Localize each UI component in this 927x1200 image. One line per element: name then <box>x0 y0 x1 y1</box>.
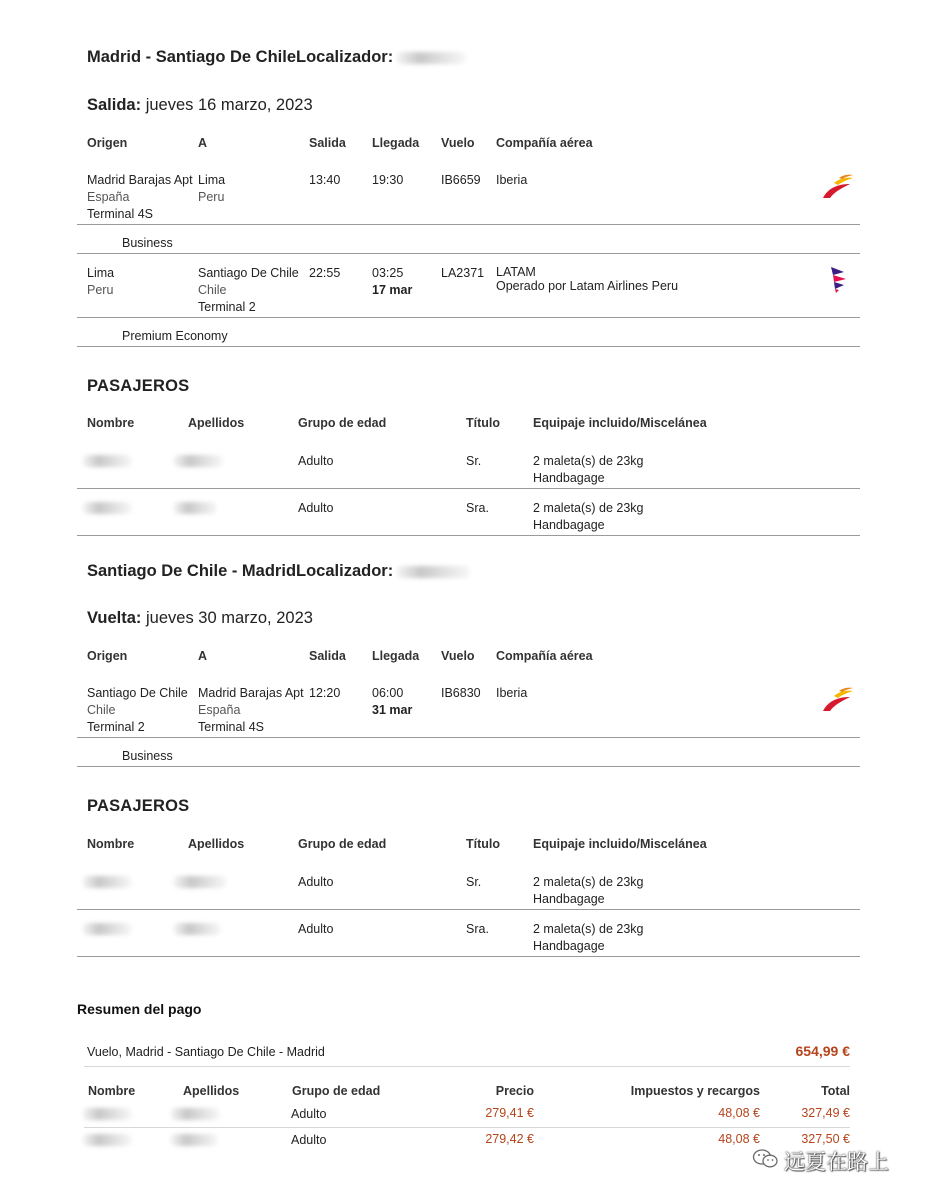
origin-country: Peru <box>87 283 114 297</box>
col-header-origin: Origen <box>87 136 128 150</box>
segment-divider <box>77 737 860 738</box>
origin-country: Chile <box>87 703 116 717</box>
segment-origin <box>87 265 114 299</box>
pax-baggage <box>533 874 643 908</box>
dest-country: Chile <box>198 283 227 297</box>
pax-header-title: Título <box>466 837 501 851</box>
dest-country: España <box>198 703 241 717</box>
segment-divider <box>77 224 860 225</box>
pax-header-name: Nombre <box>87 416 135 430</box>
segment-airline <box>496 265 678 293</box>
segment-cabin: Business <box>122 236 173 250</box>
pax-header-age-group: Grupo de edad <box>298 416 387 430</box>
pay-header-total: Total <box>821 1084 850 1098</box>
payment-divider <box>84 1127 850 1128</box>
baggage-misc: Handbagage <box>533 892 605 906</box>
segment-departure-time: 22:55 <box>309 266 341 280</box>
pax-divider <box>77 956 860 957</box>
col-header-flight: Vuelo <box>441 136 475 150</box>
watermark-text: 远夏在路上 <box>784 1150 889 1174</box>
col-header-origin: Origen <box>87 649 128 663</box>
latam-logo-icon <box>828 264 850 294</box>
segment-departure-time: 12:20 <box>309 686 341 700</box>
pay-total: 327,49 € <box>801 1106 850 1120</box>
pax-age-group: Adulto <box>298 875 334 889</box>
baggage-allowance: 2 maleta(s) de 23kg <box>533 875 644 889</box>
arrival-date: 17 mar <box>372 283 413 297</box>
pax-header-name: Nombre <box>87 837 135 851</box>
dest-terminal: Terminal 4S <box>198 720 264 734</box>
col-header-flight: Vuelo <box>441 649 475 663</box>
pay-header-price: Precio <box>495 1084 534 1098</box>
pay-header-age-group: Grupo de edad <box>292 1084 381 1098</box>
dest-city: Madrid Barajas Apt <box>198 686 304 700</box>
pax-surname-redacted <box>173 502 217 514</box>
segment-destination <box>198 172 225 206</box>
origin-terminal: Terminal 2 <box>87 720 145 734</box>
segment-divider <box>77 253 860 254</box>
outbound-date-value: jueves 16 marzo, 2023 <box>145 96 313 114</box>
iberia-logo-icon <box>820 172 856 200</box>
pax-age-group: Adulto <box>298 454 334 468</box>
payment-item-total: 654,99 € <box>795 1043 850 1059</box>
col-header-destination: A <box>198 136 208 150</box>
pax-age-group: Adulto <box>298 501 334 515</box>
pay-price: 279,42 € <box>485 1132 534 1146</box>
baggage-allowance: 2 maleta(s) de 23kg <box>533 501 644 515</box>
pay-name-redacted <box>82 1108 132 1120</box>
pay-taxes: 48,08 € <box>718 1106 760 1120</box>
col-header-arrival: Llegada <box>372 649 420 663</box>
outbound-locator-redacted <box>396 52 466 64</box>
pax-name-redacted <box>82 455 132 467</box>
col-header-destination: A <box>198 649 208 663</box>
pax-header-surname: Apellidos <box>188 416 245 430</box>
segment-origin <box>87 685 188 736</box>
baggage-misc: Handbagage <box>533 518 605 532</box>
pax-title: Sr. <box>466 454 482 468</box>
arrival-time: 03:25 <box>372 266 404 280</box>
pax-baggage <box>533 921 643 955</box>
pax-name-redacted <box>82 876 132 888</box>
segment-flight-number: IB6830 <box>441 686 481 700</box>
return-date-label: Vuelta: <box>87 609 142 627</box>
baggage-allowance: 2 maleta(s) de 23kg <box>533 922 644 936</box>
col-header-arrival: Llegada <box>372 136 420 150</box>
return-locator-redacted <box>396 566 470 578</box>
segment-destination <box>198 685 304 736</box>
pay-surname-redacted <box>170 1108 220 1120</box>
passengers-title: PASAJEROS <box>87 797 190 815</box>
pax-header-age-group: Grupo de edad <box>298 837 387 851</box>
pay-surname-redacted <box>170 1134 218 1146</box>
baggage-misc: Handbagage <box>533 939 605 953</box>
col-header-departure: Salida <box>309 136 346 150</box>
segment-arrival-time: 19:30 <box>372 173 404 187</box>
segment-destination <box>198 265 299 316</box>
payment-summary-title: Resumen del pago <box>77 1001 202 1017</box>
origin-city: Madrid Barajas Apt <box>87 173 193 187</box>
pax-surname-redacted <box>173 876 227 888</box>
payment-item-label: Vuelo, Madrid - Santiago De Chile - Madrid <box>87 1045 325 1059</box>
pay-age-group: Adulto <box>291 1107 327 1121</box>
segment-airline: Iberia <box>496 173 528 187</box>
pax-header-baggage: Equipaje incluido/Miscelánea <box>533 837 707 851</box>
pay-name-redacted <box>82 1134 132 1146</box>
pax-header-baggage: Equipaje incluido/Miscelánea <box>533 416 707 430</box>
baggage-misc: Handbagage <box>533 471 605 485</box>
pay-age-group: Adulto <box>291 1133 327 1147</box>
segment-divider <box>77 766 860 767</box>
iberia-logo-icon <box>820 685 856 713</box>
origin-country: España <box>87 190 130 204</box>
segment-airline: Iberia <box>496 686 528 700</box>
pax-divider <box>77 909 860 910</box>
pax-divider <box>77 488 860 489</box>
segment-divider <box>77 346 860 347</box>
segment-departure-time: 13:40 <box>309 173 341 187</box>
pax-header-title: Título <box>466 416 501 430</box>
airline-name: LATAM <box>496 265 536 279</box>
pax-name-redacted <box>82 923 132 935</box>
outbound-date <box>87 96 313 115</box>
segment-cabin: Business <box>122 749 173 763</box>
baggage-allowance: 2 maleta(s) de 23kg <box>533 454 644 468</box>
pay-header-taxes: Impuestos y recargos <box>630 1084 760 1098</box>
return-date-value: jueves 30 marzo, 2023 <box>146 609 313 627</box>
segment-flight-number: LA2371 <box>441 266 485 280</box>
segment-cabin: Premium Economy <box>122 329 228 343</box>
segment-arrival <box>372 685 412 719</box>
pay-header-surname: Apellidos <box>183 1084 240 1098</box>
segment-origin <box>87 172 193 223</box>
origin-city: Santiago De Chile <box>87 686 188 700</box>
passengers-title: PASAJEROS <box>87 377 190 395</box>
arrival-time: 06:00 <box>372 686 404 700</box>
col-header-airline: Compañía aérea <box>496 136 593 150</box>
dest-terminal: Terminal 2 <box>198 300 256 314</box>
outbound-date-label: Salida: <box>87 96 142 114</box>
pax-header-surname: Apellidos <box>188 837 245 851</box>
col-header-airline: Compañía aérea <box>496 649 593 663</box>
segment-divider <box>77 317 860 318</box>
pax-surname-redacted <box>173 455 223 467</box>
arrival-date: 31 mar <box>372 703 413 717</box>
pay-price: 279,41 € <box>485 1106 534 1120</box>
col-header-departure: Salida <box>309 649 346 663</box>
pax-title: Sr. <box>466 875 482 889</box>
payment-divider <box>84 1066 850 1067</box>
segment-arrival <box>372 265 412 299</box>
pax-baggage <box>533 453 643 487</box>
operated-by: Operado por Latam Airlines Peru <box>496 279 679 293</box>
dest-city: Lima <box>198 173 226 187</box>
dest-country: Peru <box>198 190 225 204</box>
pax-name-redacted <box>82 502 132 514</box>
pax-age-group: Adulto <box>298 922 334 936</box>
pay-header-name: Nombre <box>88 1084 136 1098</box>
pay-total: 327,50 € <box>801 1132 850 1146</box>
return-date <box>87 609 313 628</box>
origin-terminal: Terminal 4S <box>87 207 153 221</box>
pay-taxes: 48,08 € <box>718 1132 760 1146</box>
pax-baggage <box>533 500 643 534</box>
outbound-route-title: Madrid - Santiago De ChileLocalizador: <box>87 48 394 66</box>
dest-city: Santiago De Chile <box>198 266 299 280</box>
return-route-title: Santiago De Chile - MadridLocalizador: <box>87 562 394 580</box>
segment-flight-number: IB6659 <box>441 173 481 187</box>
wechat-icon <box>752 1147 780 1171</box>
pax-title: Sra. <box>466 922 489 936</box>
pax-title: Sra. <box>466 501 489 515</box>
pax-divider <box>77 535 860 536</box>
pax-surname-redacted <box>173 923 221 935</box>
origin-city: Lima <box>87 266 115 280</box>
